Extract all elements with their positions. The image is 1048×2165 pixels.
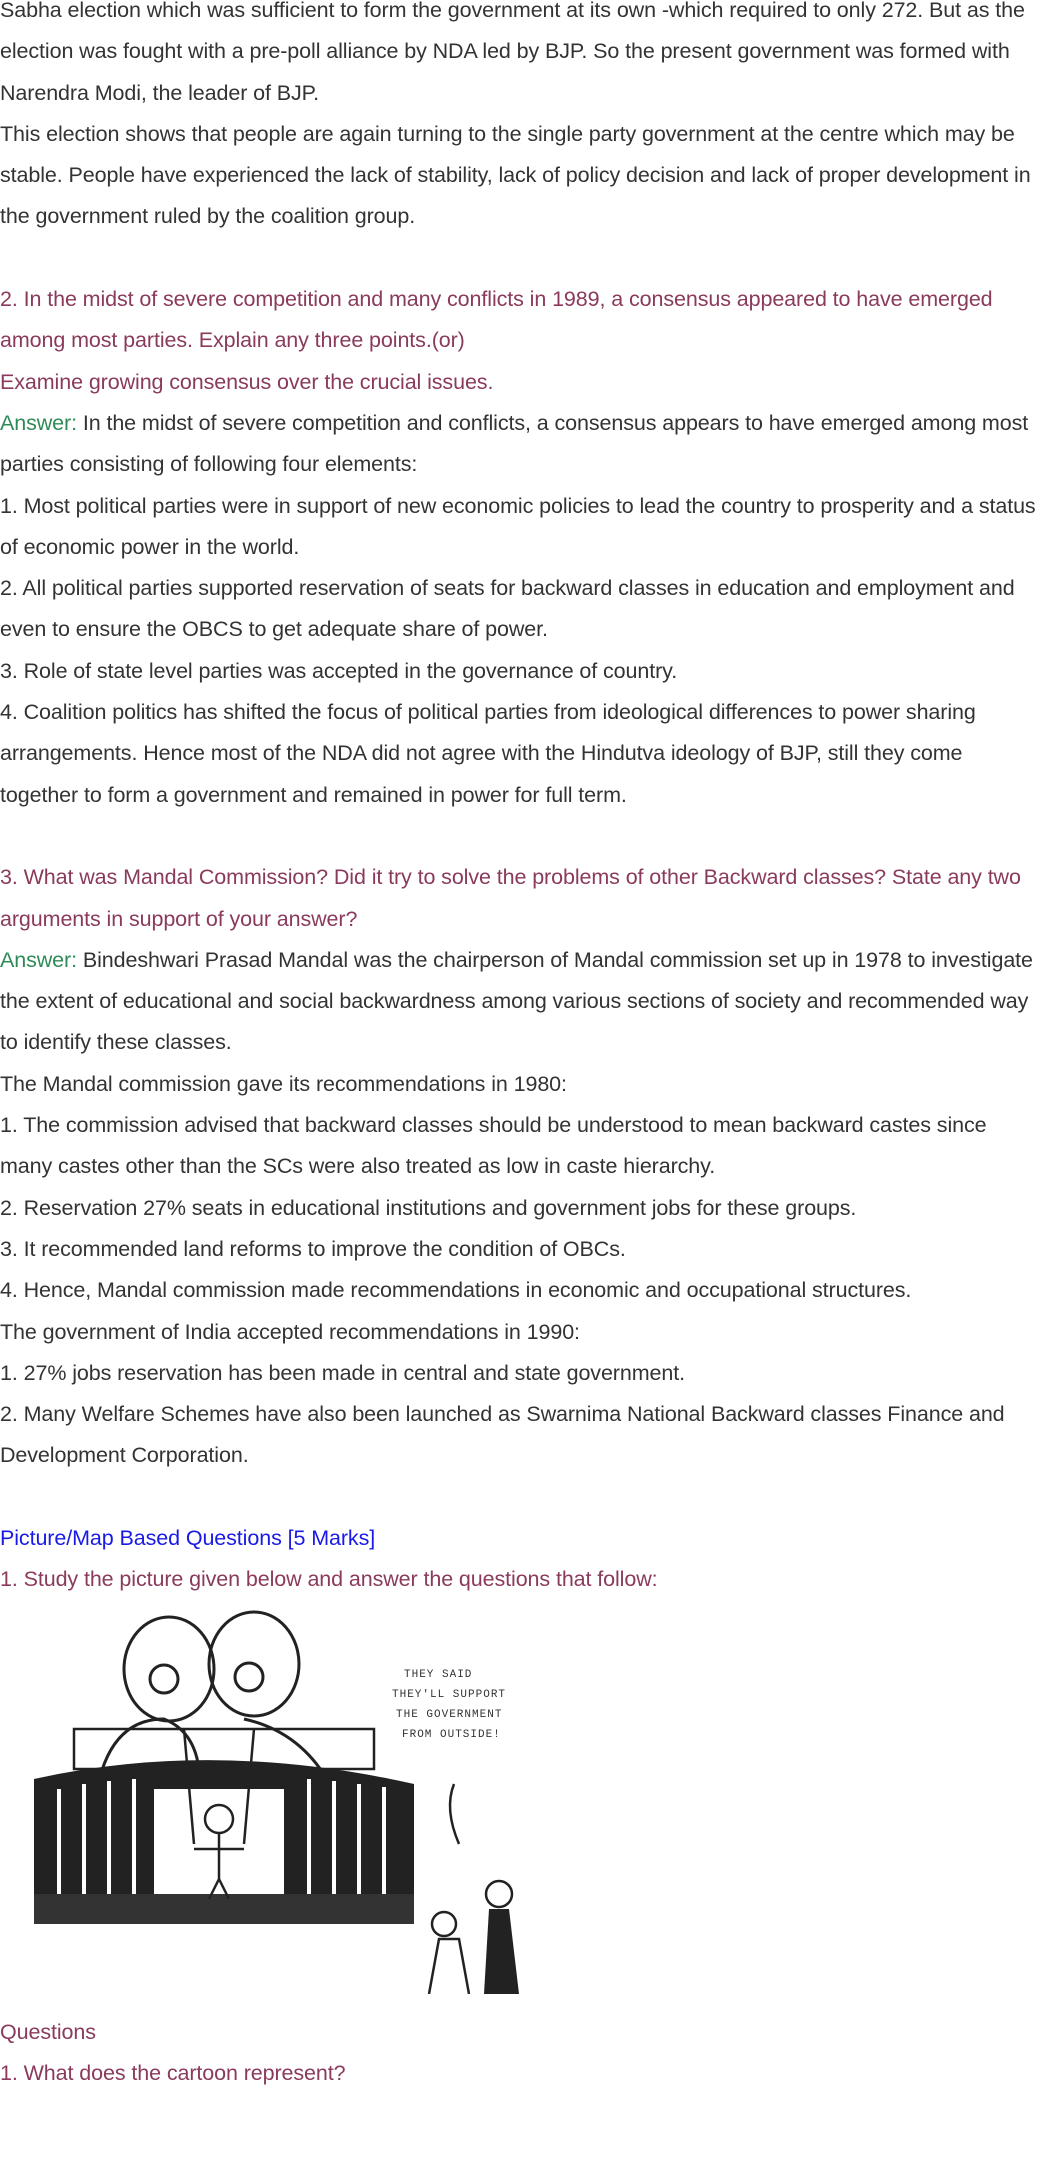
list-item: 2. Many Welfare Schemes have also been launched as Swarnima National Backward classes Finance and Development Corporation.: [0, 1402, 1005, 1468]
caption-line: FROM OUTSIDE!: [402, 1728, 501, 1741]
list-item: 1. Most political parties were in support of new economic policies to lead the country to prosperity and a status of economic power in the world.: [0, 493, 1036, 559]
list-item: 1. 27% jobs reservation has been made in central and state government.: [0, 1360, 686, 1385]
caption-line: THEY SAID: [404, 1668, 473, 1681]
list-item: 4. Coalition politics has shifted the focus of political parties from ideological differences to power sharing arrangements. Hence most of the NDA did not agree with the Hindutva ideology of BJP, still they come together to form a government and remained in power for full term.: [0, 700, 976, 807]
questions-heading: Questions: [0, 2019, 96, 2044]
question-2: 2. In the midst of severe competition and many conflicts in 1989, a consensus appeared to have emerged among most parties. Explain any three points.(or): [0, 287, 993, 353]
answer-label: Answer:: [0, 410, 77, 435]
answer-3: [0, 940, 1044, 1064]
answer-text: Bindeshwari Prasad Mandal was the chairperson of Mandal commission set up in 1978 to investigate the extent of educational and social backwardness among various sections of society and recommended way to identify these classes.: [0, 947, 1033, 1055]
question-3: 3. What was Mandal Commission? Did it try to solve the problems of other Backward classes? State any two arguments in support of your answer?: [0, 865, 1021, 931]
sub-heading: The government of India accepted recommendations in 1990:: [0, 1319, 580, 1344]
list-item: 3. Role of state level parties was accepted in the governance of country.: [0, 658, 678, 683]
caption-line: THEY'LL SUPPORT: [392, 1688, 507, 1701]
picture-subquestion: 1. What does the cartoon represent?: [0, 2061, 346, 2086]
sub-heading: The Mandal commission gave its recommendations in 1980:: [0, 1071, 567, 1096]
paragraph: This election shows that people are again turning to the single party government at the centre which may be stable. People have experienced the lack of stability, lack of policy decision and lack of proper development in the government ruled by the coalition group.: [0, 121, 1031, 229]
list-item: 3. It recommended land reforms to improve the condition of OBCs.: [0, 1236, 626, 1261]
list-item: 2. Reservation 27% seats in educational institutions and government jobs for these groups.: [0, 1195, 857, 1220]
list-item: 4. Hence, Mandal commission made recommendations in economic and occupational structures.: [0, 1278, 912, 1303]
picture-question: 1. Study the picture given below and answer the questions that follow:: [0, 1567, 658, 1592]
list-item: 2. All political parties supported reservation of seats for backward classes in education and employment and even to ensure the OBCS to get adequate share of power.: [0, 576, 1015, 642]
caption-line: THE GOVERNMENT: [396, 1708, 503, 1721]
answer-label: Answer:: [0, 947, 77, 972]
question-2-alt: Examine growing consensus over the crucial issues.: [0, 369, 494, 394]
cartoon-image: [14, 1609, 524, 1994]
section-heading: Picture/Map Based Questions [5 Marks]: [0, 1525, 376, 1550]
answer-2: [0, 403, 1044, 486]
answer-text: In the midst of severe competition and conflicts, a consensus appears to have emerged among most parties consisting of following four elements:: [0, 410, 1029, 477]
paragraph: Sabha election which was sufficient to form the government at its own -which required to only 272. But as the election was fought with a pre-poll alliance by NDA led by BJP. So the present government was formed with Narendra Modi, the leader of BJP.: [0, 0, 1025, 105]
list-item: 1. The commission advised that backward classes should be understood to mean backward castes since many castes other than the SCs were also treated as low in caste hierarchy.: [0, 1113, 987, 1179]
